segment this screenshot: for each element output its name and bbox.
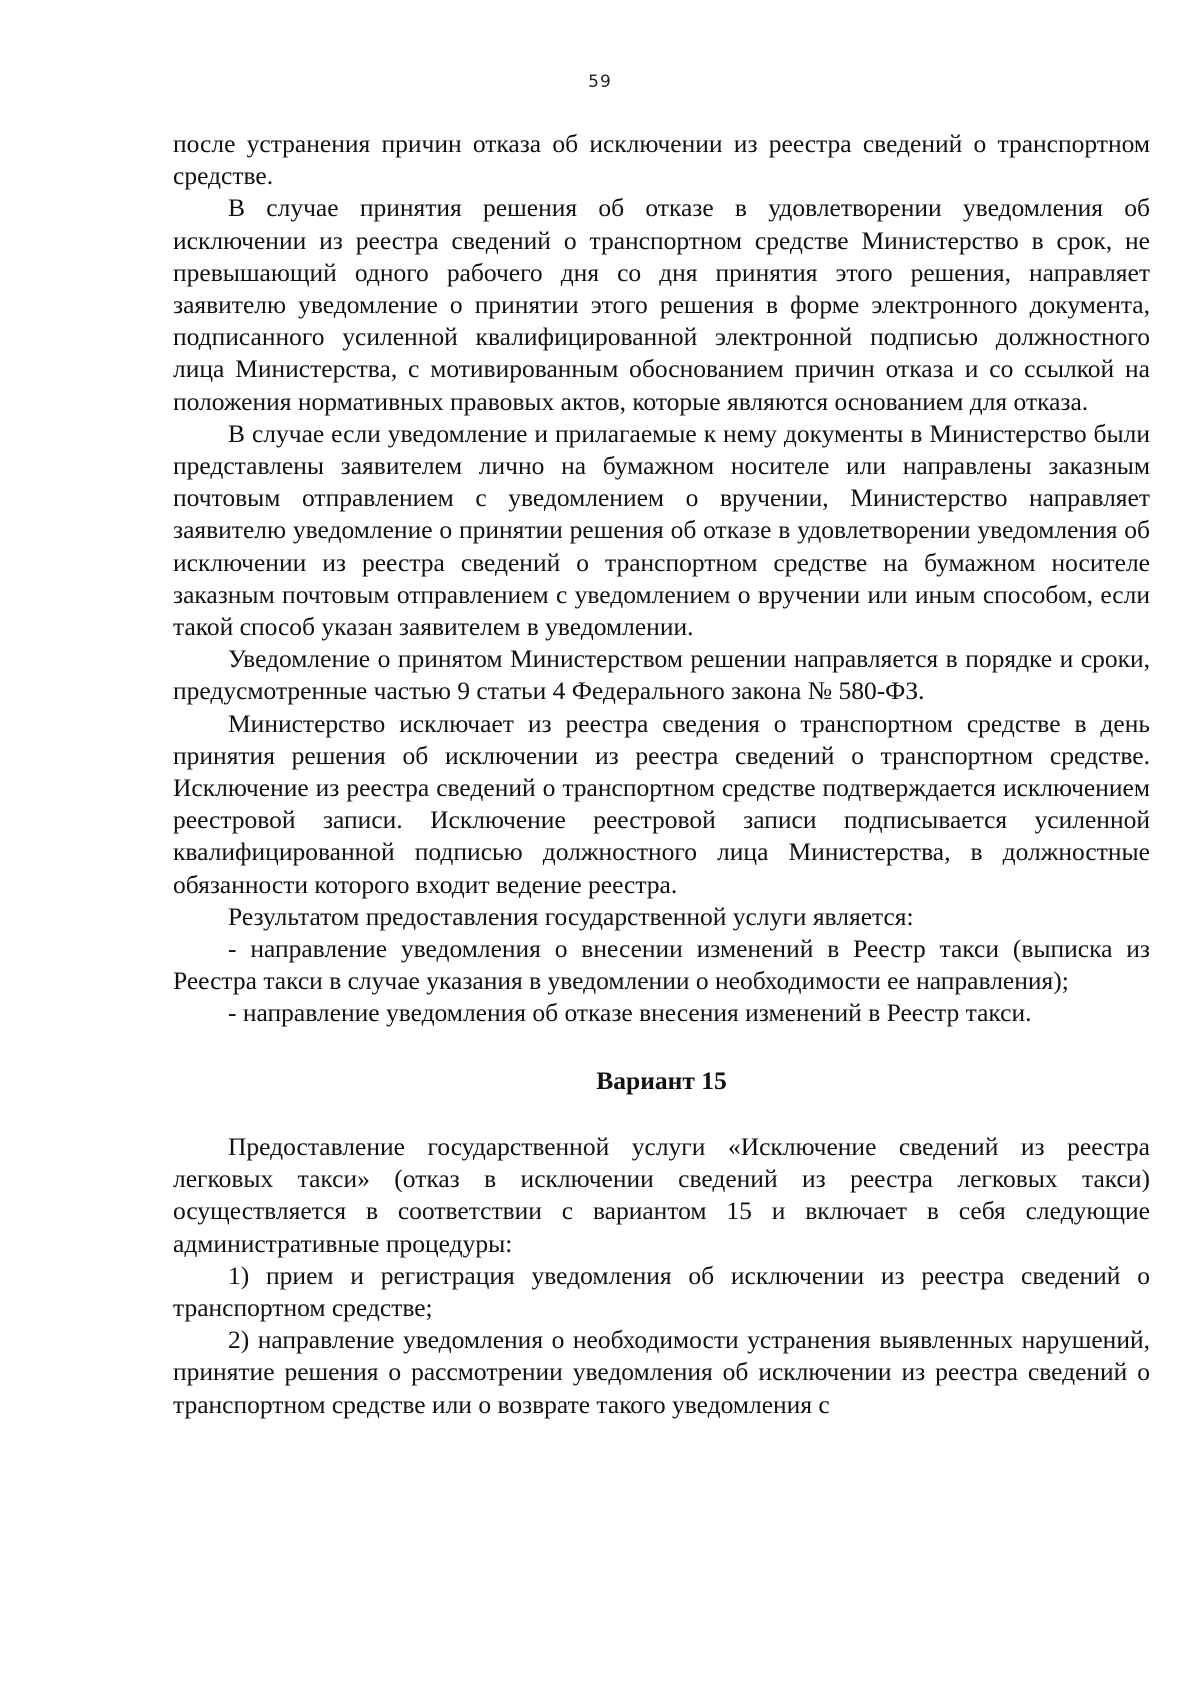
paragraph-refusal-decision: В случае принятия решения об отказе в удовлетворении уведомления об исключении из реестра сведений о транспортном средстве Министерство в срок, не превышающий одного рабочего дня со дня принятия этого решения, направляет заявителю уведомление о принятии этого решения в форме электронного документа, подписанного усиленной квалифицированной электронной подписью должностного лица Министерства, с мотивированным обоснованием причин отказа и со ссылкой на положения нормативных правовых актов, которые являются основанием для отказа.: [173, 193, 1150, 416]
page-number: 59: [588, 72, 612, 92]
section-heading: Вариант 15: [596, 1065, 727, 1095]
paragraph-variant-intro: Предоставление государственной услуги «Исключение сведений из реестра легковых такси» (отказ в исключении сведений из реестра легковых такси) осуществляется в соответствии с вариантом 15 и включает в себя следующие административные процедуры:: [173, 1131, 1150, 1258]
document-body: [173, 128, 1150, 1421]
paragraph-paper-submission: В случае если уведомление и прилагаемые к нему документы в Министерство были представлены заявителем лично на бумажном носителе или направлены заказным почтовым отправлением с уведомлением о вручении, Министерство направляет заявителю уведомление о принятии решения об отказе в удовлетворении уведомления об исключении из реестра сведений о транспортном средстве на бумажном носителе заказным почтовым отправлением с уведомлением о вручении или иным способом, если такой способ указан заявителем в уведомлении.: [173, 418, 1150, 642]
paragraph-notification-order: Уведомление о принятом Министерством решении направляется в порядке и сроки, предусмотренные частью 9 статьи 4 Федерального закона № 580-ФЗ.: [173, 644, 1150, 706]
paragraph-continuation: после устранения причин отказа об исключении из реестра сведений о транспортном средстве.: [173, 129, 1150, 191]
paragraph-service-result: Результатом предоставления государственной услуги является:: [228, 901, 914, 931]
paragraph-registry-exclusion: Министерство исключает из реестра сведения о транспортном средстве в день принятия решения об исключении из реестра сведений о транспортном средстве. Исключение из реестра сведений о транспортном средстве подтверждается исключением реестровой записи. Исключение реестровой записи подписывается усиленной квалифицированной подписью должностного лица Министерства, в должностные обязанности которого входит ведение реестра.: [173, 708, 1150, 899]
list-item-change-notification: - направление уведомления о внесении изменений в Реестр такси (выписка из Реестра такси в случае указания в уведомлении о необходимости ее направления);: [173, 934, 1150, 996]
list-item-procedure-2: 2) направление уведомления о необходимости устранения выявленных нарушений, принятие решения о рассмотрении уведомления об исключении из реестра сведений о транспортном средстве или о возврате такого уведомления с: [173, 1325, 1150, 1419]
list-item-refusal-notification: - направление уведомления об отказе внесения изменений в Реестр такси.: [228, 998, 1032, 1028]
list-item-procedure-1: 1) прием и регистрация уведомления об исключении из реестра сведений о транспортном средстве;: [173, 1260, 1150, 1322]
